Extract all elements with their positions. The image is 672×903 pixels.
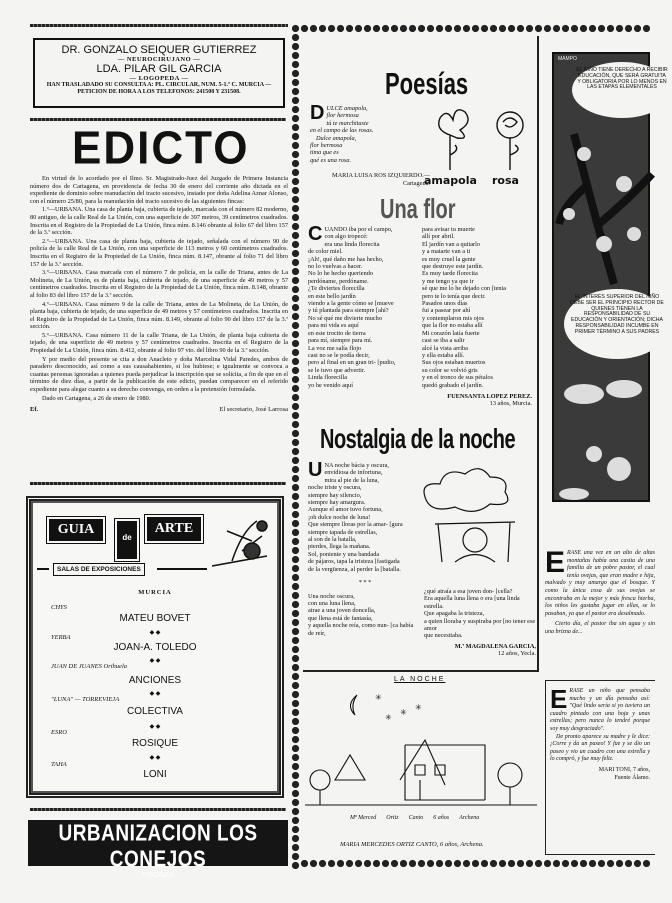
poem-line: de pájaros, tapa la tristeza [fastigada xyxy=(308,558,400,566)
poem-line: flor hermosa xyxy=(310,142,343,150)
beaded-border-bottom xyxy=(300,859,650,868)
svg-text:✳: ✳ xyxy=(400,708,407,717)
poem-line: y contemplaron mis ojos xyxy=(422,314,485,322)
comic-strip xyxy=(552,52,668,502)
poem-line: Una noche oscura, xyxy=(308,592,355,600)
drawing-title: LA NOCHE xyxy=(394,676,446,683)
comic-signature: MAMPO xyxy=(558,56,577,62)
poem-line: al son de la batalla, xyxy=(308,536,357,544)
poem-line: de la vergüenza, al perder la [batalla. xyxy=(308,565,401,573)
poem-line: Era aquella luna llena o era [una linda estrella. xyxy=(424,595,520,610)
story-author: MARI TONI, 7 años, xyxy=(598,766,650,773)
edicto-paragraph: 5.º—URBANA. Casa número 11 de la calle Triana, de La Unión, de planta baja cubierta de tejado, de una superficie de 49 metros y 57 centímetros cuadrados. Inscrita en el Registro de la Propiedad de La Unión, finca núm. 8.412, obrante al folio 97 vto. del libro 90 de la 3.ª sección. xyxy=(30,331,288,355)
poem-line: para mí, siempre para mí. xyxy=(308,337,373,345)
venue-label: YERBA xyxy=(51,634,71,641)
poem-line: Aunque el amor tuvo fortuna, xyxy=(308,506,383,514)
una-flor-title: Una flor xyxy=(380,194,456,225)
scribble-text: 6 años xyxy=(433,815,450,821)
salas-subtitle: SALAS DE EXPOSICIONES xyxy=(53,563,145,576)
poem-line: y ella estaba allí. xyxy=(422,351,465,359)
poem-line: siempre hay amargura. xyxy=(308,499,366,507)
poem-author: M.ª MAGDALENA GARCIA, xyxy=(454,642,536,650)
poem-line: envidiosa de infortuna, xyxy=(324,469,383,477)
svg-text:✳: ✳ xyxy=(375,693,382,702)
poem-line: Dulce amapola, xyxy=(316,134,357,142)
poem-line: fui a pasear por ahí xyxy=(422,307,471,315)
poem-line: tima que es xyxy=(310,149,339,157)
poem-line: La voz me salía flojo xyxy=(308,344,362,352)
artist-name: LONI xyxy=(143,769,167,780)
poem-line: y me tengo ya que ir xyxy=(422,277,474,285)
poem-line: Linda florecilla xyxy=(308,374,347,382)
edicto-paragraph: 2.º—URBANA. Una casa de planta baja, cubierta de tejado, señalada con el número 90 de policía de la calle Real de La Unión, con una superficie de 113 metros y 60 centímetros cuadrados. Inscrita en el Registro de la Propiedad de La Unión, finca núm. 8.147, obrante al folio 71 del libro 157 de la 3.ª sección. xyxy=(30,237,288,268)
poem-line: ULCE amapola, xyxy=(326,105,368,112)
venue-label: TAHA xyxy=(51,761,67,768)
drawing-scribbles xyxy=(350,815,479,821)
flower-drawings xyxy=(435,100,535,180)
poesias-title: Poesías xyxy=(385,66,469,101)
poem-line: su color se volvió gris xyxy=(422,366,478,374)
drop-cap: D xyxy=(310,102,325,124)
edicto-signed: Ef. xyxy=(30,406,39,414)
poem-line: con algo tropecé: xyxy=(324,233,368,241)
poem-line: que necesitaba. xyxy=(424,632,463,640)
artist-name: ROSIQUE xyxy=(131,738,179,749)
poem-line: Pasados unos días xyxy=(422,300,468,308)
poem-line: era una linda florecita xyxy=(324,240,380,248)
poem-line: perdóname, perdóname. xyxy=(308,277,369,285)
doctor-name: DR. GONZALO SEIQUER GUTIERREZ xyxy=(61,44,257,56)
artist-name: ANCIONES xyxy=(128,675,182,686)
poem-line: ¿qué atraía a esa joven don- [cella? xyxy=(424,588,513,595)
second-doctor-name: LDA. PILAR GIL GARCIA xyxy=(96,63,222,75)
poem-line: alcé la vista arriba xyxy=(422,344,468,352)
poem-line: No lo he hecho queriendo xyxy=(308,270,374,278)
drop-cap: E xyxy=(545,546,566,579)
poem-line: siempre tapada de estrellas, xyxy=(308,528,378,536)
poem-line: casi no se le podía decir, xyxy=(308,351,370,359)
svg-text:✳: ✳ xyxy=(385,713,392,722)
urbanizacion-title: URBANIZACION LOS CONEJOS xyxy=(58,821,258,873)
amapola-label: amapola xyxy=(424,174,477,187)
svg-text:✳: ✳ xyxy=(415,703,422,712)
poem-line: se le tuvo que advertir. xyxy=(308,366,366,374)
poem-line: UANDO iba por el campo, xyxy=(324,226,393,233)
poem-line: que destruye este jardín. xyxy=(422,263,484,271)
poem-line: viendo a la gente cómo se [mueve xyxy=(308,300,394,308)
poem-line: pero te lo tenía que decir. xyxy=(422,292,486,300)
story-text: De pronto aparece su madre y le dice: ¡Corre y da un paseo! Y fue y se dio un paseo y vio un cuadro con una estrella y lo compró, y fue muy feliz. xyxy=(550,733,650,763)
scribble-text: Archena xyxy=(459,815,480,821)
poem-line: tú te marchitaste xyxy=(326,119,369,127)
separator: ◆ ◆ xyxy=(149,691,161,697)
poem-line: siempre hay silencio, xyxy=(308,491,362,499)
separator: ◆ ◆ xyxy=(149,630,161,636)
poem-line: quedó grabado el jardín. xyxy=(422,381,484,389)
venue-label: "LUNA" — TORREVIEJA xyxy=(51,696,120,703)
poem-author: FUENSANTA LOPEZ PEREZ. xyxy=(447,392,532,400)
poem-line: y tú plantada para siempre [ahí? xyxy=(308,307,389,315)
beaded-column-divider xyxy=(291,24,300,869)
poem-line: en este trocito de tierra xyxy=(308,329,366,337)
story-author-info: Fuente Álamo. xyxy=(614,774,650,781)
arte-sign: ARTE xyxy=(147,517,201,541)
poem-line: casi se iba a salir xyxy=(422,337,465,345)
venue-label: JUAN DE JUANES Orihuela xyxy=(51,663,128,670)
poem-line: que la flor no estaba allí xyxy=(422,322,483,330)
poem-line: con una luna llena, xyxy=(308,599,356,607)
crowd-illustration xyxy=(554,364,652,504)
una-flor-col1 xyxy=(308,223,416,389)
drop-cap: U xyxy=(308,459,323,481)
edicto-paragraph: En virtud de lo acordado por el Ilmo. Sr. Magistrado-Juez del Juzgado de Primera Instancia número dos de Cartagena, en providencia de fecha 30 de enero del corriente año dictada en el expediente de dominio sobre reanudación del tracto sucesivo, instado por doña Adelina Aznar Alonso, con el número 25/80, para la reanudación del tracto sucesivo de las siguientes fincas: xyxy=(30,175,288,205)
poem-line: noche triste y oscura, xyxy=(308,484,362,492)
doctor-advert xyxy=(33,38,285,108)
speech-bubble: EL INTERÉS SUPERIOR DEL NIÑO DEBE SER EL PRINCIPIO RECTOR DE QUIENES TIENEN LA RESPONSABILIDAD DE SU EDUCACIÓN Y ORIENTACIÓN; DICHA RESPONSABILIDAD INCUMBE EN PRIMER TÉRMINO A SUS PADRES xyxy=(564,289,670,359)
story-text: RASE un niño que pensaba mucho y un día pensaba así: "Qué lindo sería si yo tuviera un cuadro pintado con una hoja y unas estrellas; pero nunca lo tendré porque soy muy desgraciado". xyxy=(550,688,650,732)
guia-de-arte-advert xyxy=(26,496,284,798)
poem-author-info: 12 años, Yecla. xyxy=(498,650,536,658)
rosa-label: rosa xyxy=(492,174,519,187)
divider-rule xyxy=(30,118,286,121)
poem-line: flor hermosa xyxy=(326,112,359,120)
separator: ◆ ◆ xyxy=(149,755,161,761)
edicto-paragraph: 4.º—URBANA. Casa número 9 de la calle de Triana, antes de La Molineta, de La Unión, de planta baja, cubierta de tejado, de una superficie de 49 metros y 57 centímetros cuadrados. Inscrita en el Registro de la Propiedad de La Unión, finca núm. 8.149, obrante al folio 90 del libro 157 de la 3.ª sección. xyxy=(30,300,288,331)
story-text: Cierto día, el pastor iba sin agua y sin una brizna de... xyxy=(545,621,655,635)
advert-notice: HAN TRASLADADO SU CONSULTA A: PL. CIRCULAR, NUM. 5-1.º C. MURCIA — PETICION DE HORA A LOS TELEFONOS: 241508 Y 231508. xyxy=(46,82,272,95)
poem-line: yo he venido aquí xyxy=(308,381,353,389)
poem-line: Que siempre lloras por la amar- [gura xyxy=(308,521,403,529)
poem-line: allí por abril. xyxy=(422,233,455,241)
poem-line: sé que me lo he dejado con [tenia xyxy=(422,285,507,293)
tree-children-illustration xyxy=(554,114,652,284)
poem-line: ¿Te diviertes florecilla xyxy=(308,285,365,293)
scribble-text: Canto xyxy=(408,815,424,821)
city-label: MURCIA xyxy=(138,589,172,596)
scribble-text: Mª Merced xyxy=(350,815,377,821)
artist-name: COLECTIVA xyxy=(127,706,183,717)
edicto-paragraph: Y por medio del presente se cita a don Anacleto y doña Marcelina Vidal Paredes, ambos de paradero desconocido, así como a sus causahabientes, si los hubiese; e igualmente se convoca a cuantas personas ignoradas a quienes pueda perjudicar la inscripción que se solicita, a fin de que en el término de diez días, a partir de la publicación de este edicto, puedan comparecer en el referido expediente para alegar cuanto a su derecho convenga, en orden a la pretensión formulada. xyxy=(30,355,288,394)
separator: ◆ ◆ xyxy=(149,724,161,730)
poem-line: de reír, xyxy=(308,629,326,637)
doctor-specialty: — NEUROCIRUJANO — xyxy=(117,56,201,63)
poem-line: mira al pie de la luna, xyxy=(324,476,380,484)
poem-line: en este bello jardín xyxy=(308,292,356,300)
poem-line: ¡oh dulce noche de luna! xyxy=(308,513,371,521)
edicto-date: Dado en Cartagena, a 26 de enero de 1980. xyxy=(42,394,151,402)
artist-name: MATEU BOVET xyxy=(119,613,191,624)
beaded-border-top xyxy=(300,24,650,33)
poem-line: ¡Ah!, qué daño me has hecho, xyxy=(308,255,384,263)
scribble-text: Ortiz xyxy=(386,815,399,821)
poesias-poem xyxy=(310,102,430,187)
una-flor-col2 xyxy=(422,226,532,408)
edicto-paragraph: 3.º—URBANA. Casa marcada con el número 7 de policía, en la calle de Triana, antes de La Molineta, de La Unión, es de planta baja, cubierta de tejado, de una superficie de 49 metros y 57 centímetros cuadrados. Inscrita en el Registro de la Propiedad de La Unión, finca núm. 8.148, obrante al folio 83 del libro 157 de la 3.ª sección. xyxy=(30,269,288,299)
poem-line: Que apagaba la tristeza, xyxy=(424,610,485,618)
poem-line: para avisar tu muerte xyxy=(422,226,475,233)
venue-label: CHYS xyxy=(51,604,67,611)
drop-cap: E xyxy=(550,684,568,714)
poem-line: y en el tronco de sus pétalos xyxy=(422,374,493,382)
poem-line: Sol, poniente y una bandada xyxy=(308,550,380,558)
poem-line: no lo vuelvas a hacer. xyxy=(308,263,363,271)
top-rule-left xyxy=(30,24,288,27)
poem-line: que llena está de fantasía, xyxy=(308,614,373,622)
subtitle-line xyxy=(157,568,207,570)
nostalgia-col1 xyxy=(308,459,422,637)
urbanizacion-subtitle: PISCINAS xyxy=(141,872,175,879)
edicto-secretary: El secretario, José Larrosa xyxy=(219,406,288,414)
drawing-caption: MARIA MERCEDES ORTIZ CANTO, 6 años, Archena. xyxy=(340,841,484,848)
poem-author: MARIA LUISA ROS IZQUIERDO.—Cartagena. xyxy=(332,172,430,187)
flower-illustration xyxy=(207,511,277,573)
urbanizacion-advert xyxy=(28,820,288,879)
poem-line: y aquella noche reía, como nun- [ca había xyxy=(308,622,414,630)
poem-line: No sé qué me divierte mucho xyxy=(308,314,382,322)
poem-line: en el campo de las rosas. xyxy=(310,127,374,135)
story-erase-pastor xyxy=(545,546,655,637)
subtitle-line xyxy=(37,568,49,570)
poem-line: de color miel. xyxy=(308,248,343,256)
poem-line: qué es una rosa. xyxy=(310,156,352,164)
moon-girl-drawing xyxy=(420,462,535,572)
poem-line: pierdes, llega la mañana. xyxy=(308,543,371,551)
poem-line: Mi corazón latía fuerte xyxy=(422,329,480,337)
house-night-drawing xyxy=(305,685,537,815)
edicto-title: EDICTO xyxy=(72,122,250,175)
separator: ◆ ◆ xyxy=(149,658,161,664)
poem-line: es muy cruel la gente xyxy=(422,255,476,263)
poem-line: y a matarte van a ti xyxy=(422,248,471,256)
poem-line: NA noche bácia y oscura, xyxy=(324,462,389,469)
guia-sign: GUIA xyxy=(49,519,103,541)
story-erase-nino xyxy=(550,684,650,782)
nostalgia-title: Nostalgia de la noche xyxy=(320,424,516,455)
separator-stars: * * * xyxy=(358,579,372,587)
nostalgia-col2 xyxy=(424,588,536,658)
poem-line: atrae a una joven doncella, xyxy=(308,607,376,615)
poem-line: Sus ojos estaban muertos xyxy=(422,359,486,367)
poem-line: Es muy tarde florecita xyxy=(422,270,478,278)
poem-line: El jardín van a quitarlo xyxy=(422,240,481,248)
poem-line: a quien lloraba y suspiraba por [no tener ese amor xyxy=(424,617,536,633)
divider-rule xyxy=(30,808,286,811)
edicto-paragraph: 1.º—URBANA. Una casa de planta baja, cubierta de tejado, marcada con el número 82 moderno, 80 antiguo, de la calle Real de La Unión, con una superficie de 397 metros, 39 centímetros cuadrados. Inscrita en el Registro de la Propiedad de La Unión, finca núm. 8.146 obrante al folio 67 del libro 157 de la 3.ª sección. xyxy=(30,206,288,237)
poem-author-info: 13 años, Murcia. xyxy=(489,400,532,408)
divider-rule xyxy=(30,482,286,485)
speech-bubble: EL NIÑO TIENE DERECHO A RECIBIR EDUCACIÓN, QUE SERÁ GRATUITA Y OBLIGATORIA POR LO MENOS EN LAS ETAPAS ELEMENTALES xyxy=(572,62,672,118)
story-text: RASE una vez en un alto de altas montañas había una casita de una familia de un pobre pastor, el cual tenía ovejas, que eran madre e hija, malvado y muy amargo que el bosque. Y como la única cosa de sus ovejas se encontraba en la mejor y más fresca hierba, los niños les gustaba jugar en ellas, se lo pasaban, ya que el pastor era desalmado. xyxy=(545,550,655,617)
artist-name: JOAN-A. TOLEDO xyxy=(113,642,197,653)
de-sign: de xyxy=(117,521,137,559)
second-doctor-specialty: — LOGOPEDA — xyxy=(129,75,189,82)
drop-cap: C xyxy=(308,223,323,245)
poem-line: pero al final en un gran tri- [pudio, xyxy=(308,359,396,367)
edicto-body xyxy=(30,175,288,414)
poem-line: para mi vida es aquí xyxy=(308,322,359,330)
venue-label: ESRO xyxy=(51,729,67,736)
